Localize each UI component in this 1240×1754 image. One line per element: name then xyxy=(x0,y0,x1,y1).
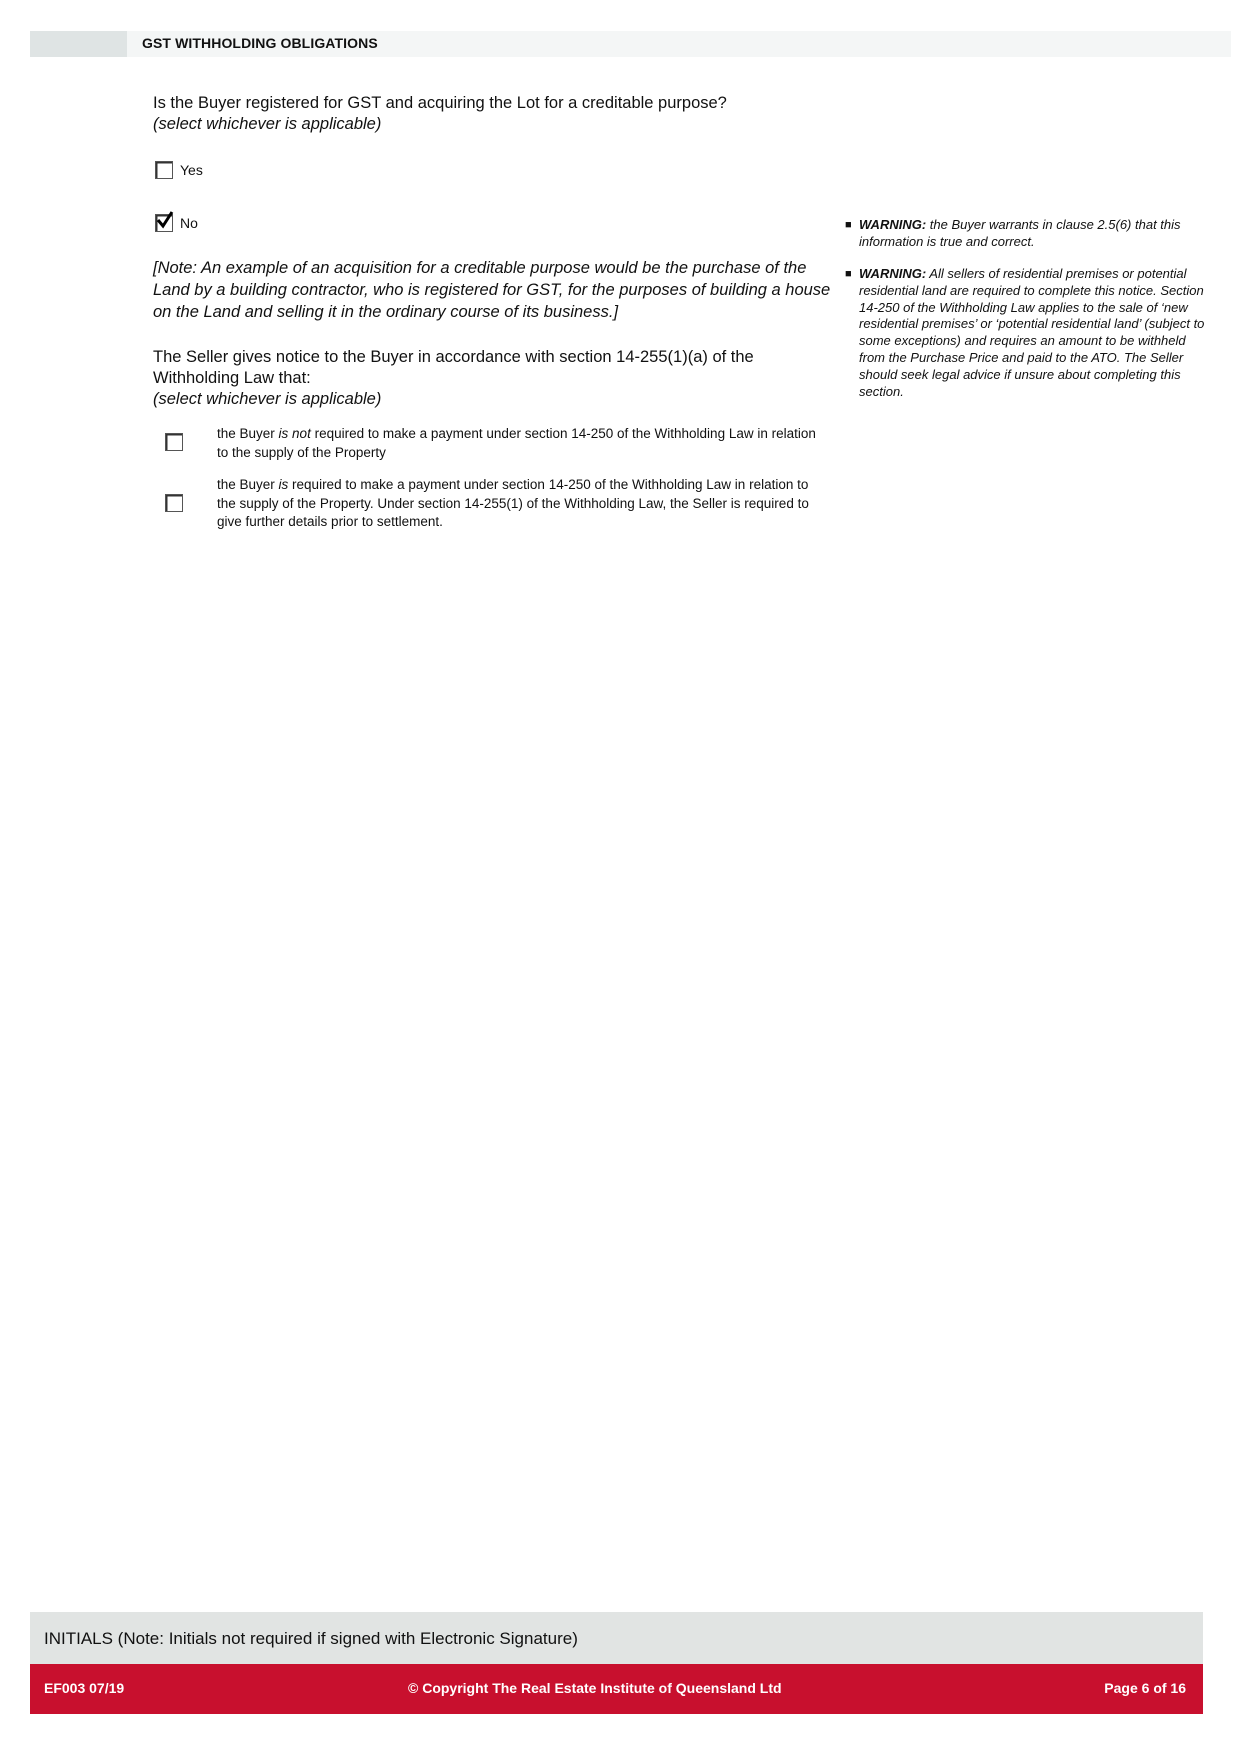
option-text-emphasis: is xyxy=(278,477,289,492)
option-text-pre: the Buyer xyxy=(217,426,279,441)
seller-notice xyxy=(153,347,833,410)
not-required-option-text xyxy=(217,425,817,462)
initials-label: INITIALS (Note: Initials not required if signed with Electronic Signature) xyxy=(44,1629,578,1648)
seller-notice-hint: (select whichever is applicable) xyxy=(153,390,382,408)
warning-text: the Buyer warrants in clause 2.5(6) that this information is true and correct. xyxy=(859,217,1181,249)
option-text-pre: the Buyer xyxy=(217,477,279,492)
seller-notice-text: The Seller gives notice to the Buyer in accordance with section 14-255(1)(a) of the Withholding Law that: xyxy=(153,348,754,387)
not-required-checkbox[interactable] xyxy=(165,433,183,451)
yes-checkbox[interactable] xyxy=(155,161,173,179)
required-option-text xyxy=(217,476,817,532)
gst-question-text: Is the Buyer registered for GST and acquiring the Lot for a creditable purpose? xyxy=(153,94,727,112)
warning-buyer-warrants xyxy=(845,217,1215,251)
bullet-icon: ■ xyxy=(845,268,852,280)
warning-label: WARNING: xyxy=(859,217,927,232)
footer xyxy=(30,1664,1203,1714)
yes-label: Yes xyxy=(180,162,203,178)
warning-residential-sellers xyxy=(845,266,1215,400)
checkmark-icon xyxy=(156,209,174,229)
warning-text: All sellers of residential premises or potential residential land are required to complete this notice. Section 14-250 of the Withholding Law applies to the sale of ‘new residential premises’ or ‘potential residential land’ (subject to some exceptions) and requires an amount to be withheld from the Purchase Price and paid to the ATO. The Seller should seek legal advice if unsure about completing this section. xyxy=(859,266,1205,399)
section-header-tab xyxy=(30,31,127,57)
page-number: Page 6 of 16 xyxy=(1104,1680,1186,1696)
section-title: GST WITHHOLDING OBLIGATIONS xyxy=(142,35,378,51)
option-text-post: required to make a payment under section 14-250 of the Withholding Law in relation to the supply of the Property xyxy=(217,426,816,460)
no-label: No xyxy=(180,215,198,231)
option-text-post: required to make a payment under section 14-250 of the Withholding Law in relation to the supply of the Property. Under section 14-255(1) of the Withholding Law, the Seller is required to give further details prior to settlement. xyxy=(217,477,809,529)
copyright: © Copyright The Real Estate Institute of Queensland Ltd xyxy=(408,1680,782,1696)
required-checkbox[interactable] xyxy=(165,494,183,512)
no-checkbox[interactable] xyxy=(155,214,173,232)
form-code: EF003 07/19 xyxy=(44,1680,125,1696)
gst-question xyxy=(153,93,833,135)
bullet-icon: ■ xyxy=(845,219,852,231)
gst-question-hint: (select whichever is applicable) xyxy=(153,115,382,133)
warning-label: WARNING: xyxy=(859,266,927,281)
creditable-purpose-note: [Note: An example of an acquisition for a creditable purpose would be the purchase of the Land by a building contractor, who is registered for GST, for the purposes of building a house on the Land and selling it in the ordinary course of its business.] xyxy=(153,259,831,321)
option-text-emphasis: is not xyxy=(278,426,311,441)
